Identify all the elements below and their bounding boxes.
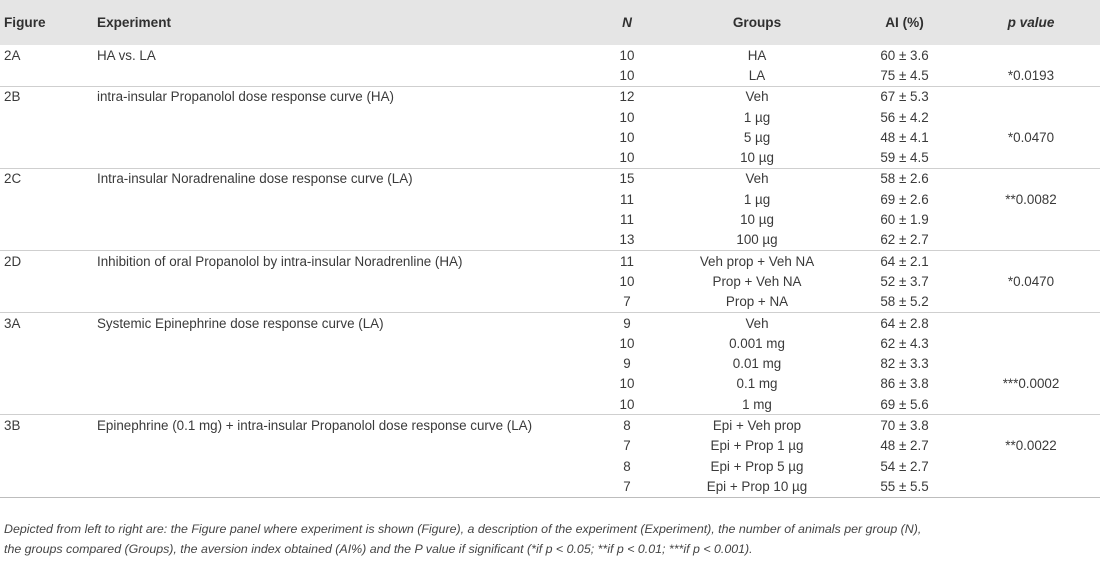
cell-figure: 3B bbox=[0, 415, 97, 436]
table-row bbox=[0, 292, 1100, 313]
cell-p-value bbox=[962, 147, 1100, 168]
table-row bbox=[0, 230, 1100, 251]
cell-n: 15 bbox=[587, 168, 667, 189]
cell-experiment bbox=[97, 456, 587, 476]
cell-figure: 2B bbox=[0, 86, 97, 107]
cell-ai: 86 ± 3.8 bbox=[880, 376, 929, 392]
cell-p-value: **0.0022 bbox=[1005, 438, 1057, 454]
cell-experiment: Epinephrine (0.1 mg) + intra-insular Propanolol dose response curve (LA) bbox=[97, 415, 587, 436]
cell-ai: 60 ± 1.9 bbox=[880, 212, 929, 228]
cell-ai: 64 ± 2.1 bbox=[847, 250, 962, 271]
cell-ai: 54 ± 2.7 bbox=[880, 458, 929, 474]
cell-group: 0.01 mg bbox=[732, 356, 782, 372]
cell-experiment: intra-insular Propanolol dose response curve (HA) bbox=[97, 86, 587, 107]
table-row bbox=[0, 127, 1100, 147]
cell-figure bbox=[0, 127, 97, 147]
cell-figure bbox=[0, 189, 97, 209]
cell-experiment bbox=[97, 147, 587, 168]
cell-figure: 2C bbox=[0, 168, 97, 189]
cell-p-value: *0.0470 bbox=[1007, 129, 1055, 145]
header-n bbox=[587, 0, 667, 45]
table-row bbox=[0, 374, 1100, 394]
cell-n: 8 bbox=[623, 458, 631, 474]
cell-ai: 48 ± 4.1 bbox=[880, 129, 929, 145]
cell-n: 10 bbox=[619, 273, 635, 289]
cell-group: 0.1 mg bbox=[736, 376, 778, 392]
cell-group: Veh bbox=[667, 86, 847, 107]
table-row bbox=[0, 65, 1100, 86]
table-row bbox=[0, 107, 1100, 127]
cell-p-value bbox=[962, 292, 1100, 313]
cell-group: Veh bbox=[667, 168, 847, 189]
cell-experiment: Systemic Epinephrine dose response curve (LA) bbox=[97, 312, 587, 333]
cell-figure bbox=[0, 333, 97, 353]
cell-ai: 67 ± 5.3 bbox=[847, 86, 962, 107]
cell-figure bbox=[0, 476, 97, 497]
cell-figure bbox=[0, 394, 97, 415]
cell-p-value bbox=[962, 45, 1100, 65]
cell-p-value bbox=[962, 168, 1100, 189]
header-ai: AI (%) bbox=[847, 0, 962, 45]
cell-experiment bbox=[97, 476, 587, 497]
cell-figure bbox=[0, 436, 97, 456]
header-experiment: Experiment bbox=[97, 0, 587, 45]
cell-group: 0.001 mg bbox=[729, 335, 785, 351]
cell-figure bbox=[0, 374, 97, 394]
cell-figure: 2D bbox=[0, 250, 97, 271]
cell-ai: 52 ± 3.7 bbox=[880, 273, 929, 289]
cell-p-value bbox=[962, 476, 1100, 497]
cell-p-value: *0.0470 bbox=[1007, 273, 1055, 289]
header-row bbox=[0, 0, 1100, 45]
cell-n: 10 bbox=[619, 129, 635, 145]
cell-p-value bbox=[962, 312, 1100, 333]
cell-n: 7 bbox=[623, 294, 631, 310]
cell-p-value bbox=[962, 333, 1100, 353]
cell-ai: 55 ± 5.5 bbox=[847, 476, 962, 497]
cell-experiment bbox=[97, 333, 587, 353]
table-row bbox=[0, 45, 1100, 65]
table-row bbox=[0, 86, 1100, 107]
cell-p-value bbox=[962, 107, 1100, 127]
cell-group: LA bbox=[748, 67, 766, 83]
cell-group: Prop + Veh NA bbox=[712, 273, 802, 289]
cell-n: 11 bbox=[587, 250, 667, 271]
table-row bbox=[0, 415, 1100, 436]
table-row bbox=[0, 333, 1100, 353]
cell-n: 10 bbox=[619, 109, 635, 125]
cell-n: 8 bbox=[587, 415, 667, 436]
cell-n: 10 bbox=[619, 376, 635, 392]
table-row bbox=[0, 436, 1100, 456]
cell-figure: 3A bbox=[0, 312, 97, 333]
cell-n: 9 bbox=[587, 312, 667, 333]
table-row bbox=[0, 312, 1100, 333]
table-row bbox=[0, 147, 1100, 168]
header-p-label: p value bbox=[1007, 15, 1055, 30]
cell-group: 100 µg bbox=[736, 232, 778, 248]
cell-n: 9 bbox=[623, 356, 631, 372]
cell-figure: 2A bbox=[4, 47, 21, 63]
table-row bbox=[0, 456, 1100, 476]
table-row bbox=[0, 476, 1100, 497]
cell-experiment bbox=[97, 65, 587, 86]
cell-experiment bbox=[97, 230, 587, 251]
cell-figure bbox=[0, 209, 97, 229]
cell-ai: 64 ± 2.8 bbox=[847, 312, 962, 333]
cell-ai: 62 ± 2.7 bbox=[880, 232, 929, 248]
cell-n: 7 bbox=[623, 438, 631, 454]
table-row bbox=[0, 250, 1100, 271]
table-row bbox=[0, 353, 1100, 373]
cell-ai: 75 ± 4.5 bbox=[880, 67, 929, 83]
cell-group: Epi + Prop 1 µg bbox=[710, 438, 804, 454]
table-row bbox=[0, 271, 1100, 291]
cell-n: 10 bbox=[619, 396, 635, 412]
footnote-line-2: the groups compared (Groups), the aversion index obtained (AI%) and the P value if significant (*if p < 0.05; **if p < 0.01; ***if p < 0.001). bbox=[4, 542, 753, 556]
cell-experiment bbox=[97, 209, 587, 229]
cell-ai: 48 ± 2.7 bbox=[880, 438, 929, 454]
header-groups: Groups bbox=[667, 0, 847, 45]
cell-group: Epi + Veh prop bbox=[667, 415, 847, 436]
table-body bbox=[0, 45, 1100, 497]
cell-ai: 60 ± 3.6 bbox=[880, 47, 929, 63]
cell-group: Veh prop + Veh NA bbox=[667, 250, 847, 271]
table-header bbox=[0, 0, 1100, 45]
cell-p-value: *0.0193 bbox=[1007, 67, 1055, 83]
cell-ai: 56 ± 4.2 bbox=[880, 109, 929, 125]
cell-n: 7 bbox=[587, 476, 667, 497]
cell-experiment bbox=[97, 271, 587, 291]
cell-ai: 70 ± 3.8 bbox=[847, 415, 962, 436]
cell-group: 1 µg bbox=[743, 191, 771, 207]
cell-n: 10 bbox=[619, 47, 635, 63]
cell-experiment bbox=[97, 353, 587, 373]
cell-n: 11 bbox=[620, 191, 634, 207]
cell-p-value bbox=[962, 86, 1100, 107]
cell-p-value bbox=[962, 394, 1100, 415]
cell-ai: 58 ± 2.6 bbox=[847, 168, 962, 189]
table-row bbox=[0, 209, 1100, 229]
table-footnote bbox=[4, 519, 1094, 559]
cell-group: Epi + Prop 10 µg bbox=[667, 476, 847, 497]
cell-experiment: Inhibition of oral Propanolol by intra-insular Noradrenline (HA) bbox=[97, 250, 587, 271]
cell-experiment bbox=[97, 127, 587, 147]
cell-experiment bbox=[97, 374, 587, 394]
cell-group: 10 µg bbox=[740, 212, 774, 228]
cell-p-value: **0.0082 bbox=[1005, 191, 1057, 207]
cell-figure bbox=[0, 147, 97, 168]
table-row bbox=[0, 189, 1100, 209]
cell-ai: 69 ± 2.6 bbox=[880, 191, 929, 207]
cell-group: 1 mg bbox=[742, 396, 772, 412]
cell-figure bbox=[0, 230, 97, 251]
cell-figure bbox=[0, 353, 97, 373]
cell-p-value bbox=[962, 230, 1100, 251]
cell-ai: 82 ± 3.3 bbox=[880, 356, 929, 372]
cell-n: 10 bbox=[619, 335, 635, 351]
cell-p-value bbox=[962, 250, 1100, 271]
cell-figure bbox=[0, 292, 97, 313]
cell-experiment: HA vs. LA bbox=[97, 47, 156, 63]
cell-experiment bbox=[97, 292, 587, 313]
cell-group: Epi + Prop 5 µg bbox=[710, 458, 804, 474]
cell-n: 11 bbox=[620, 212, 634, 228]
cell-experiment: Intra-insular Noradrenaline dose response curve (LA) bbox=[97, 168, 587, 189]
cell-n: 13 bbox=[619, 232, 635, 248]
cell-p-value bbox=[962, 456, 1100, 476]
cell-figure bbox=[0, 107, 97, 127]
cell-p-value bbox=[962, 209, 1100, 229]
cell-experiment bbox=[97, 189, 587, 209]
cell-experiment bbox=[97, 107, 587, 127]
cell-p-value bbox=[962, 353, 1100, 373]
cell-figure bbox=[0, 65, 97, 86]
cell-ai: 69 ± 5.6 bbox=[880, 396, 929, 412]
cell-experiment bbox=[97, 436, 587, 456]
header-p-value bbox=[962, 0, 1100, 45]
footnote-line-1: Depicted from left to right are: the Figure panel where experiment is shown (Figure), a description of the experiment (Experiment), the number of animals per group (N), bbox=[4, 522, 922, 536]
cell-n: 10 bbox=[619, 150, 635, 166]
cell-group: HA bbox=[747, 47, 767, 63]
cell-group: Prop + NA bbox=[725, 294, 789, 310]
cell-experiment bbox=[97, 394, 587, 415]
header-n-label: N bbox=[622, 15, 632, 30]
cell-group: 1 µg bbox=[743, 109, 771, 125]
cell-figure bbox=[0, 271, 97, 291]
header-figure: Figure bbox=[0, 0, 97, 45]
cell-n: 10 bbox=[619, 67, 635, 83]
table-row bbox=[0, 168, 1100, 189]
cell-ai: 62 ± 4.3 bbox=[880, 335, 929, 351]
cell-group: 5 µg bbox=[743, 129, 771, 145]
cell-group: Veh bbox=[667, 312, 847, 333]
cell-p-value bbox=[962, 415, 1100, 436]
cell-ai: 58 ± 5.2 bbox=[880, 294, 929, 310]
table-row bbox=[0, 394, 1100, 415]
cell-p-value: ***0.0002 bbox=[1002, 376, 1060, 392]
cell-ai: 59 ± 4.5 bbox=[880, 150, 929, 166]
cell-n: 12 bbox=[587, 86, 667, 107]
cell-figure bbox=[0, 456, 97, 476]
cell-group: 10 µg bbox=[740, 150, 774, 166]
